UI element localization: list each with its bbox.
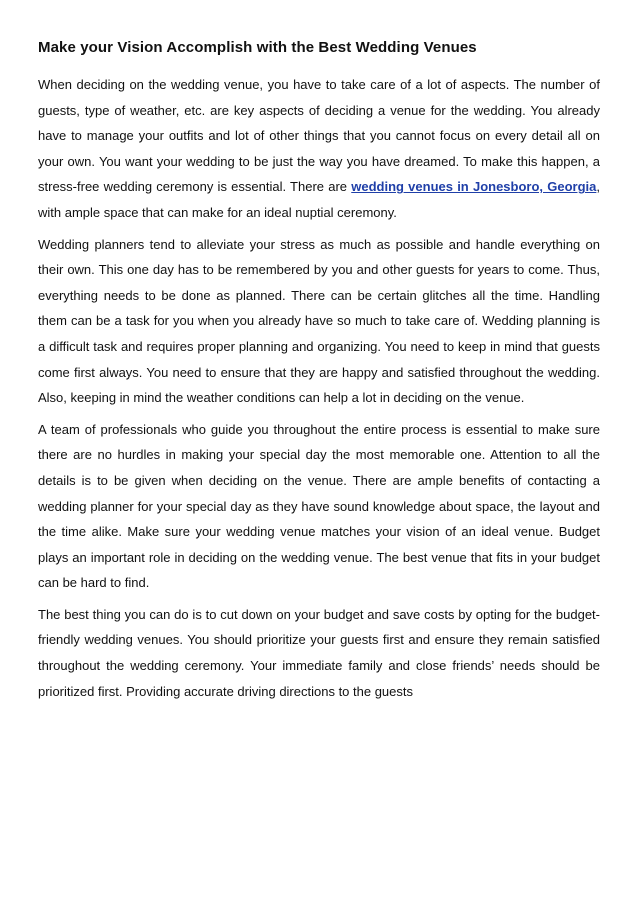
paragraph-text: When deciding on the wedding venue, you have to take care of a lot of aspects. The number of guests, type of weather, etc. are key aspects of deciding a venue for the wedding. You already have to manage your outfits and lot of other things that you cannot focus on every detail all on your own. You want your wedding to be just the way you have dreamed. To make this happen, a stress-free wedding ceremony is essential. There are: [38, 77, 600, 195]
paragraph-text: , with ample space that can make for an ideal nuptial ceremony.: [38, 179, 600, 220]
paragraph-wedding-planners: Wedding planners tend to alleviate your stress as much as possible and handle everything on their own. This one day has to be remembered by you and other guests for years to come. Thus, everything needs to be done as planned. There can be certain glitches all the time. Handling them can be a task for you when you already have so much to take care of. Wedding planning is a difficult task and requires proper planning and organizing. You need to keep in mind that guests come first always. You need to ensure that they are happy and satisfied throughout the wedding. Also, keeping in mind the weather conditions can help a lot in deciding on the venue.: [38, 236, 600, 406]
wedding-venues-link[interactable]: wedding venues in Jonesboro, Georgia: [351, 179, 597, 195]
document-title: Make your Vision Accomplish with the Best Wedding Venues: [38, 39, 477, 56]
paragraph-venue-intro: [38, 72, 600, 226]
document-page: [38, 38, 600, 710]
paragraph-budget: The best thing you can do is to cut down on your budget and save costs by opting for the budget-friendly wedding venues. You should prioritize your guests first and ensure they remain satisfied throughout the wedding ceremony. Your immediate family and close friends’ needs should be prioritized first. Providing accurate driving directions to the guests: [38, 606, 600, 699]
paragraph-professional-team: A team of professionals who guide you throughout the entire process is essential to make sure there are no hurdles in making your special day the most memorable one. Attention to all the details is to be given when deciding on the venue. There are ample benefits of contacting a wedding planner for your special day as they have sound knowledge about space, the layout and the time alike. Make sure your wedding venue matches your vision of an ideal venue. Budget plays an important role in deciding on the wedding venue. The best venue that fits in your budget can be hard to find.: [38, 421, 600, 591]
